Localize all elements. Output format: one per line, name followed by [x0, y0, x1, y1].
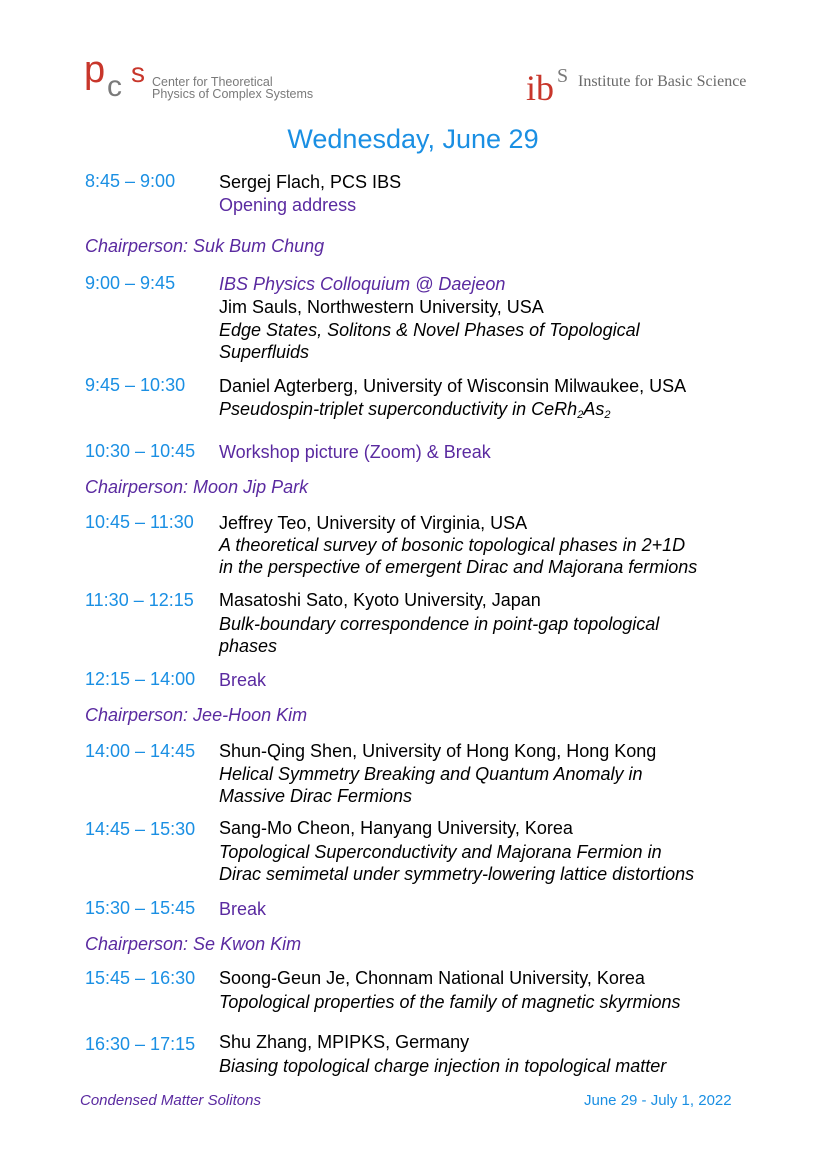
- session-speaker: Shu Zhang, MPIPKS, Germany: [219, 1032, 470, 1052]
- session-time: 15:30 – 15:45: [85, 898, 196, 918]
- talk-title-line: Biasing topological charge injection in topological matter: [219, 1056, 667, 1076]
- talk-title-line: phases: [219, 636, 278, 656]
- talk-title-line: Superfluids: [219, 342, 310, 362]
- session-time: 8:45 – 9:00: [85, 171, 176, 191]
- pcs-letter-s: s: [131, 57, 145, 88]
- session-speaker: Masatoshi Sato, Kyoto University, Japan: [219, 590, 541, 610]
- session-time: 9:00 – 9:45: [85, 273, 176, 293]
- talk-title-part: Pseudospin-triplet superconductivity in CeRh: [219, 399, 578, 419]
- ibs-letter-s: S: [557, 65, 569, 87]
- talk-title-line: [219, 398, 610, 426]
- talk-title-line: Bulk-boundary correspondence in point-gap topological: [219, 614, 660, 634]
- pcs-logo-mark: [84, 52, 154, 100]
- session-speaker: Shun-Qing Shen, University of Hong Kong, Hong Kong: [219, 741, 657, 761]
- pcs-letter-p: p: [84, 52, 106, 91]
- talk-title-line: Topological properties of the family of magnetic skyrmions: [219, 992, 681, 1012]
- footer-dates: June 29 - July 1, 2022: [584, 1092, 732, 1109]
- footer-event-name: Condensed Matter Solitons: [80, 1092, 261, 1109]
- chairperson-label: Chairperson: Suk Bum Chung: [85, 236, 325, 256]
- session-time: 12:15 – 14:00: [85, 669, 196, 689]
- session-speaker: Jeffrey Teo, University of Virginia, USA: [219, 513, 528, 533]
- ibs-letters-ib: ib: [526, 68, 555, 106]
- session-speaker: Sang-Mo Cheon, Hanyang University, Korea: [219, 818, 573, 838]
- session-speaker: Daniel Agterberg, University of Wisconsin Milwaukee, USA: [219, 376, 687, 396]
- session-note: IBS Physics Colloquium @ Daejeon: [219, 274, 506, 294]
- session-topic: Workshop picture (Zoom) & Break: [219, 442, 491, 462]
- talk-title-line: Edge States, Solitons & Novel Phases of Topological: [219, 320, 640, 340]
- talk-title-line: Massive Dirac Fermions: [219, 786, 413, 806]
- session-topic: Break: [219, 670, 267, 690]
- session-time: 11:30 – 12:15: [85, 590, 194, 610]
- talk-title-line: Helical Symmetry Breaking and Quantum Anomaly in: [219, 764, 643, 784]
- session-time: 15:45 – 16:30: [85, 968, 196, 988]
- talk-title-line: in the perspective of emergent Dirac and Majorana fermions: [219, 557, 698, 577]
- subscript: 2: [577, 409, 584, 421]
- chairperson-label: Chairperson: Jee-Hoon Kim: [85, 705, 308, 725]
- session-speaker: Jim Sauls, Northwestern University, USA: [219, 297, 544, 317]
- talk-title-line: A theoretical survey of bosonic topological phases in 2+1D: [219, 535, 686, 555]
- session-time: 14:00 – 14:45: [85, 741, 196, 761]
- pcs-letter-c: c: [107, 70, 122, 100]
- pcs-logo-text: [152, 76, 313, 100]
- ibs-logo-text: Institute for Basic Science: [578, 73, 747, 90]
- session-time: 9:45 – 10:30: [85, 375, 186, 395]
- session-speaker: Sergej Flach, PCS IBS: [219, 172, 402, 192]
- session-time: 10:45 – 11:30: [85, 512, 194, 532]
- page-title: Wednesday, June 29: [287, 124, 539, 154]
- session-topic: Break: [219, 899, 267, 919]
- session-time: 10:30 – 10:45: [85, 441, 196, 461]
- pcs-line1: Center for Theoretical: [152, 75, 273, 89]
- talk-title-line: Dirac semimetal under symmetry-lowering lattice distortions: [219, 864, 695, 884]
- session-time: 16:30 – 17:15: [85, 1034, 196, 1054]
- talk-title-line: Topological Superconductivity and Majorana Fermion in: [219, 842, 662, 862]
- chairperson-label: Chairperson: Se Kwon Kim: [85, 934, 302, 954]
- pcs-line2: Physics of Complex Systems: [152, 87, 314, 101]
- session-time: 14:45 – 15:30: [85, 819, 196, 839]
- subscript: 2: [604, 409, 611, 421]
- talk-title-part: As: [583, 399, 605, 419]
- chairperson-label: Chairperson: Moon Jip Park: [85, 477, 309, 497]
- session-speaker: Soong-Geun Je, Chonnam National University, Korea: [219, 968, 645, 988]
- session-topic: Opening address: [219, 195, 357, 215]
- ibs-logo-mark: [524, 62, 574, 106]
